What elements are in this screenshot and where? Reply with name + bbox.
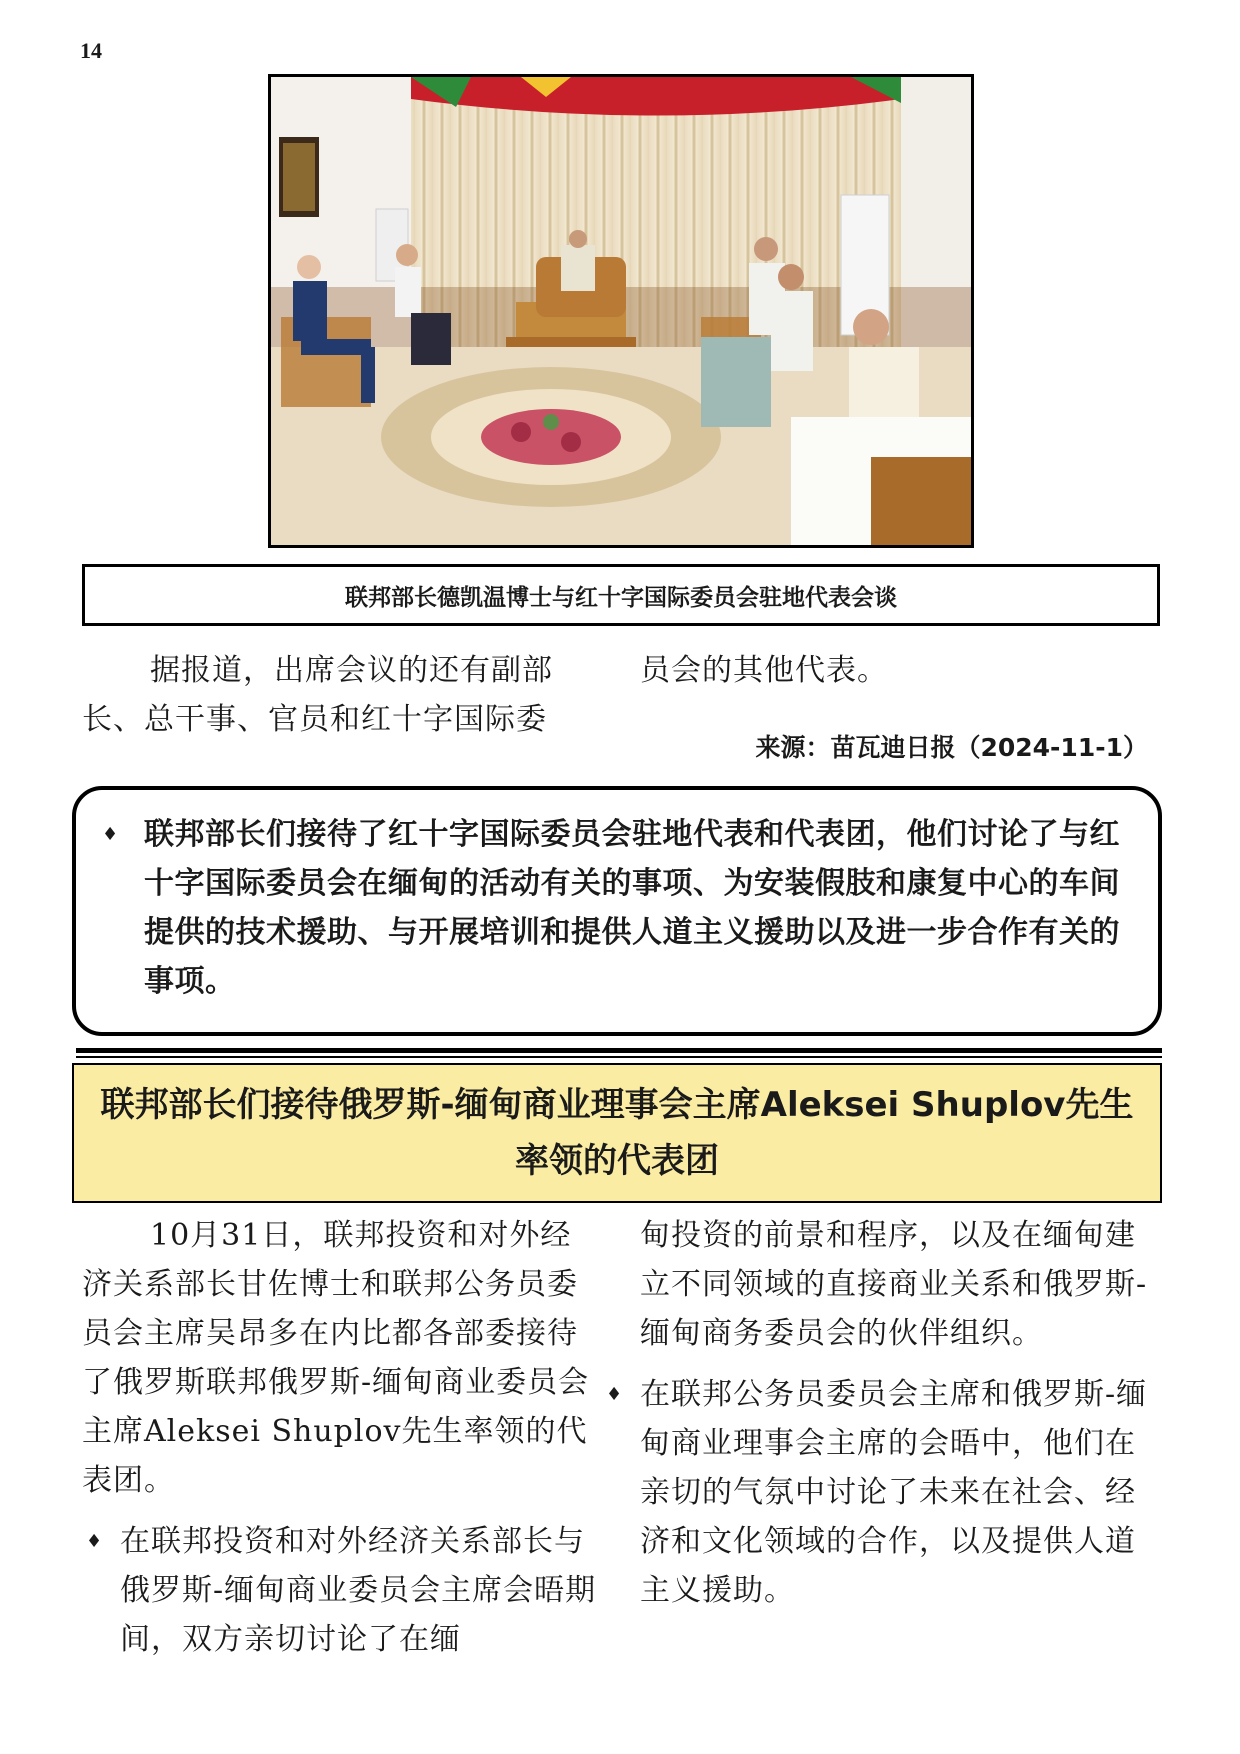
article-paragraph: 10月31日，联邦投资和对外经济关系部长甘佐博士和联邦公务员委员会主席吴昂多在内比都各部委接待了俄罗斯联邦俄罗斯-缅甸商业委员会主席Aleksei Shuplov先生率领的代表团。 [82, 1218, 590, 1498]
article-continued-text: 甸投资的前景和程序，以及在缅甸建立不同领域的直接商业关系和俄罗斯-缅甸商务委员会的伙伴组织。 [640, 1218, 1148, 1351]
divider-rule [76, 1048, 1162, 1053]
article-bullet-text: 在联邦投资和对外经济关系部长与俄罗斯-缅甸商业委员会主席会晤期间，双方亲切讨论了在缅 [120, 1524, 597, 1657]
bullet-diamond-icon: ♦ [102, 824, 119, 845]
article-headline: 联邦部长们接待俄罗斯-缅甸商业理事会主席Aleksei Shuplov先生率领的代表团 [72, 1063, 1162, 1203]
photo-caption: 联邦部长德凯温博士与红十字国际委员会驻地代表会谈 [82, 564, 1160, 626]
summary-box [72, 786, 1162, 1036]
summary-text: 联邦部长们接待了红十字国际委员会驻地代表和代表团，他们讨论了与红十字国际委员会在缅甸的活动有关的事项、为安装假肢和康复中心的车间提供的技术援助、与开展培训和提供人道主义援助以及进一步合作有关的事项。 [144, 817, 1120, 999]
meeting-photo [268, 74, 974, 548]
article-column-left [82, 1211, 602, 1664]
bullet-diamond-icon: ♦ [86, 1531, 103, 1552]
article-bullet-text: 在联邦公务员委员会主席和俄罗斯-缅甸商业理事会主席的会晤中，他们在亲切的气氛中讨论了未来在社会、经济和文化领域的合作，以及提供人道主义援助。 [640, 1377, 1148, 1608]
article-column-right [606, 1211, 1160, 1615]
source-citation: 来源：苗瓦迪日报（2024-11-1） [755, 733, 1148, 762]
summary-bullet-item [98, 810, 1136, 1006]
intro-paragraph-left: 据报道，出席会议的还有副部长、总干事、官员和红十字国际委 [82, 653, 553, 737]
article-bullet-item [82, 1517, 602, 1664]
article-bullet-item [602, 1370, 1160, 1615]
bullet-diamond-icon: ♦ [606, 1384, 623, 1405]
divider-rule-thin [76, 1056, 1162, 1058]
intro-paragraph-right: 员会的其他代表。 [640, 653, 888, 688]
page-number: 14 [80, 38, 102, 63]
